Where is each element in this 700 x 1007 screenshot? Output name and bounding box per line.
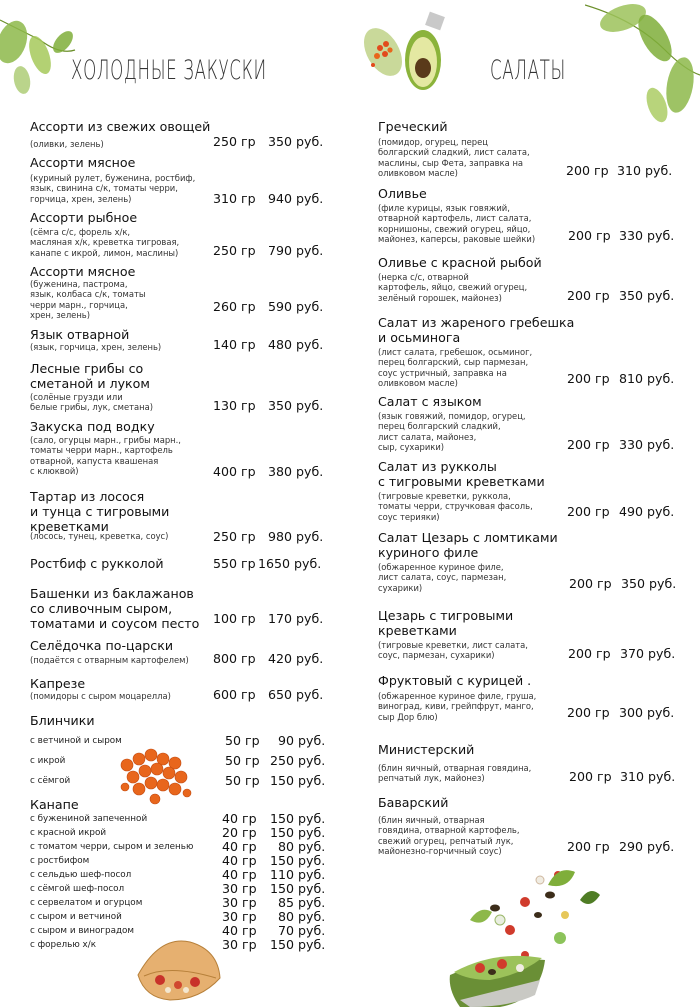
item-price: 420 руб. — [268, 651, 324, 666]
item-weight: 600 гр — [213, 687, 256, 702]
item-name: Лесные грибы со сметаной и луком — [30, 361, 150, 391]
item-description: (язык, горчица, хрен, зелень) — [30, 342, 162, 352]
item-label: с сельдью шеф-посол — [30, 870, 132, 880]
left-section-heading: ХОЛОДНЫЕ ЗАКУСКИ — [71, 55, 267, 86]
item-name: Салат Цезарь с ломтиками куриного филе — [378, 530, 558, 560]
leaves-top-right-decoration — [585, 0, 700, 140]
item-description: (сёмга с/с, форель х/к, масляная х/к, креветка тигровая, канапе с икрой, лимон, маслины) — [30, 227, 180, 258]
item-weight: 250 гр — [213, 243, 256, 258]
item-price: 150 руб. — [270, 811, 326, 826]
item-price: 350 руб. — [268, 398, 324, 413]
item-price: 370 руб. — [620, 646, 676, 661]
item-price: 790 руб. — [268, 243, 324, 258]
item-label: с ветчиной и сыром — [30, 736, 122, 746]
item-price: 350 руб. — [619, 288, 675, 303]
item-description: (нерка с/с, отварной картофель, яйцо, свежий огурец, зелёный горошек, майонез) — [378, 272, 528, 303]
item-name: Ростбиф с рукколой — [30, 556, 164, 571]
item-label: с форелью х/к — [30, 940, 97, 950]
item-name: Салат с языком — [378, 394, 482, 409]
section-title: Канапе — [30, 797, 79, 812]
item-price: 380 руб. — [268, 464, 324, 479]
item-name: Салат из рукколы с тигровыми креветками — [378, 459, 545, 489]
item-weight: 200 гр — [567, 705, 610, 720]
item-name: Ассорти мясное — [30, 264, 136, 279]
item-price: 150 руб. — [270, 881, 326, 896]
item-weight: 400 гр — [213, 464, 256, 479]
item-label: с томатом черри, сыром и зеленью — [30, 842, 194, 852]
item-description: (обжаренное куриное филе, лист салата, соус, пармезан, сухарики) — [378, 562, 507, 593]
item-weight: 550 гр — [213, 556, 256, 571]
item-name: Башенки из баклажанов со сливочным сыром, томатами и соусом песто — [30, 586, 200, 631]
item-label: с сёмгой — [30, 776, 71, 786]
item-description: (язык говяжий, помидор, огурец, перец болгарский сладкий, лист салата, майонез, сыр, сухарики) — [378, 411, 526, 452]
item-description: (помидоры с сыром моцарелла) — [30, 691, 171, 701]
item-label: с сервелатом и огурцом — [30, 898, 143, 908]
item-price: 70 руб. — [278, 923, 326, 938]
item-weight: 40 гр — [222, 811, 257, 826]
item-name: Баварский — [378, 795, 449, 810]
item-name: Греческий — [378, 119, 448, 134]
right-section-heading: САЛАТЫ — [490, 55, 566, 86]
item-name: Министерский — [378, 742, 475, 757]
item-weight: 250 гр — [213, 529, 256, 544]
item-price: 85 руб. — [278, 895, 326, 910]
item-price: 170 руб. — [268, 611, 324, 626]
item-price: 80 руб. — [278, 909, 326, 924]
item-price: 250 руб. — [270, 753, 326, 768]
item-price: 310 руб. — [620, 769, 676, 784]
item-weight: 200 гр — [567, 288, 610, 303]
item-weight: 40 гр — [222, 867, 257, 882]
item-price: 350 руб. — [268, 134, 324, 149]
item-description: (тигровые креветки, лист салата, соус, пармезан, сухарики) — [378, 640, 528, 661]
item-price: 150 руб. — [270, 853, 326, 868]
item-price: 810 руб. — [619, 371, 675, 386]
item-name: Тартар из лосося и тунца с тигровыми креветками — [30, 489, 170, 534]
item-weight: 200 гр — [569, 576, 612, 591]
item-label: с сёмгой шеф-посол — [30, 884, 125, 894]
item-description: (тигровые креветки, руккола, томаты черри, стручковая фасоль, соус терияки) — [378, 491, 533, 522]
item-weight: 100 гр — [213, 611, 256, 626]
caviar-illustration — [115, 745, 200, 815]
item-price: 80 руб. — [278, 839, 326, 854]
item-label: с красной икрой — [30, 828, 107, 838]
salad-illustration — [440, 860, 620, 1007]
item-weight: 40 гр — [222, 839, 257, 854]
avocado-caviar-illustration — [355, 10, 455, 100]
leaves-top-left-decoration — [0, 0, 80, 110]
item-description: (куриный рулет, буженина, ростбиф, язык, свинина с/к, томаты черри, горчица, хрен, зелень) — [30, 173, 196, 204]
item-label: с ростбифом — [30, 856, 90, 866]
item-weight: 140 гр — [213, 337, 256, 352]
item-price: 350 руб. — [621, 576, 677, 591]
item-description: (солёные грузди или белые грибы, лук, сметана) — [30, 392, 154, 413]
item-label: с сыром и ветчиной — [30, 912, 122, 922]
item-weight: 30 гр — [222, 909, 257, 924]
item-description: (подаётся с отварным картофелем) — [30, 655, 189, 665]
item-name: Оливье с красной рыбой — [378, 255, 542, 270]
item-name: Капрезе — [30, 676, 86, 691]
item-name: Оливье — [378, 186, 427, 201]
item-weight: 30 гр — [222, 881, 257, 896]
item-weight: 800 гр — [213, 651, 256, 666]
item-name: Ассорти из свежих овощей — [30, 119, 211, 134]
item-weight: 310 гр — [213, 191, 256, 206]
item-weight: 200 гр — [567, 371, 610, 386]
item-name: Салат из жареного гребешка и осьминога — [378, 315, 575, 345]
item-price: 150 руб. — [270, 825, 326, 840]
item-description: (буженина, пастрома, язык, колбаса с/к, томаты черри марн., горчица, хрен, зелень) — [30, 279, 146, 320]
item-weight: 50 гр — [225, 733, 260, 748]
item-weight: 50 гр — [225, 753, 260, 768]
item-weight: 250 гр — [213, 134, 256, 149]
item-price: 490 руб. — [619, 504, 675, 519]
item-label: с икрой — [30, 756, 66, 766]
item-weight: 200 гр — [569, 769, 612, 784]
item-weight: 40 гр — [222, 923, 257, 938]
item-weight: 40 гр — [222, 853, 257, 868]
item-weight: 20 гр — [222, 825, 257, 840]
item-price: 330 руб. — [619, 437, 675, 452]
item-name: Закуска под водку — [30, 419, 155, 434]
item-price: 90 руб. — [278, 733, 326, 748]
item-price: 150 руб. — [270, 773, 326, 788]
item-price: 310 руб. — [617, 163, 673, 178]
item-description: (оливки, зелень) — [30, 139, 104, 149]
item-price: 650 руб. — [268, 687, 324, 702]
item-description: (филе курицы, язык говяжий, отварной картофель, лист салата, корнишоны, свежий огурец, яйцо, майонез, каперсы, раковые шейки) — [378, 203, 536, 244]
item-weight: 260 гр — [213, 299, 256, 314]
item-name: Ассорти рыбное — [30, 210, 138, 225]
item-price: 980 руб. — [268, 529, 324, 544]
item-weight: 30 гр — [222, 937, 257, 952]
item-description: (блин яичный, отварная говядина, репчатый лук, майонез) — [378, 763, 532, 784]
item-weight: 50 гр — [225, 773, 260, 788]
item-price: 290 руб. — [619, 839, 675, 854]
item-price: 940 руб. — [268, 191, 324, 206]
item-description: (сало, огурцы марн., грибы марн., томаты черри марн., картофель отварной, капуста квашеная с клюквой) — [30, 435, 181, 476]
item-name: Фруктовый с курицей . — [378, 673, 532, 688]
item-weight: 200 гр — [566, 163, 609, 178]
item-name: Ассорти мясное — [30, 155, 136, 170]
item-weight: 200 гр — [568, 228, 611, 243]
item-price: 1650 руб. — [258, 556, 322, 571]
item-price: 480 руб. — [268, 337, 324, 352]
item-price: 330 руб. — [619, 228, 675, 243]
item-price: 110 руб. — [270, 867, 326, 882]
item-weight: 200 гр — [568, 646, 611, 661]
item-name: Язык отварной — [30, 327, 130, 342]
item-description: (лосось, тунец, креветка, соус) — [30, 531, 169, 541]
item-name: Цезарь с тигровыми креветками — [378, 608, 514, 638]
item-price: 150 руб. — [270, 937, 326, 952]
item-weight: 200 гр — [567, 504, 610, 519]
item-name: Селёдочка по-царски — [30, 638, 174, 653]
item-price: 300 руб. — [619, 705, 675, 720]
item-description: (блин яичный, отварная говядина, отварной картофель, свежий огурец, репчатый лук, майонезно-горчичный соус) — [378, 815, 520, 856]
item-price: 590 руб. — [268, 299, 324, 314]
item-weight: 200 гр — [567, 437, 610, 452]
item-label: с бужениной запеченной — [30, 814, 148, 824]
item-weight: 30 гр — [222, 895, 257, 910]
item-weight: 130 гр — [213, 398, 256, 413]
item-description: (помидор, огурец, перец болгарский сладкий, лист салата, маслины, сыр Фета, заправка на оливковом масле) — [378, 137, 530, 178]
item-description: (лист салата, гребешок, осьминог, перец болгарский, сыр пармезан, соус устричный, заправка на оливковом масле) — [378, 347, 533, 388]
item-label: с сыром и виноградом — [30, 926, 135, 936]
item-description: (обжаренное куриное филе, груша, виноград, киви, грейпфрут, манго, сыр Дор блю) — [378, 691, 537, 722]
section-title: Блинчики — [30, 713, 95, 728]
item-weight: 200 гр — [567, 839, 610, 854]
pancake-illustration — [130, 930, 225, 1007]
